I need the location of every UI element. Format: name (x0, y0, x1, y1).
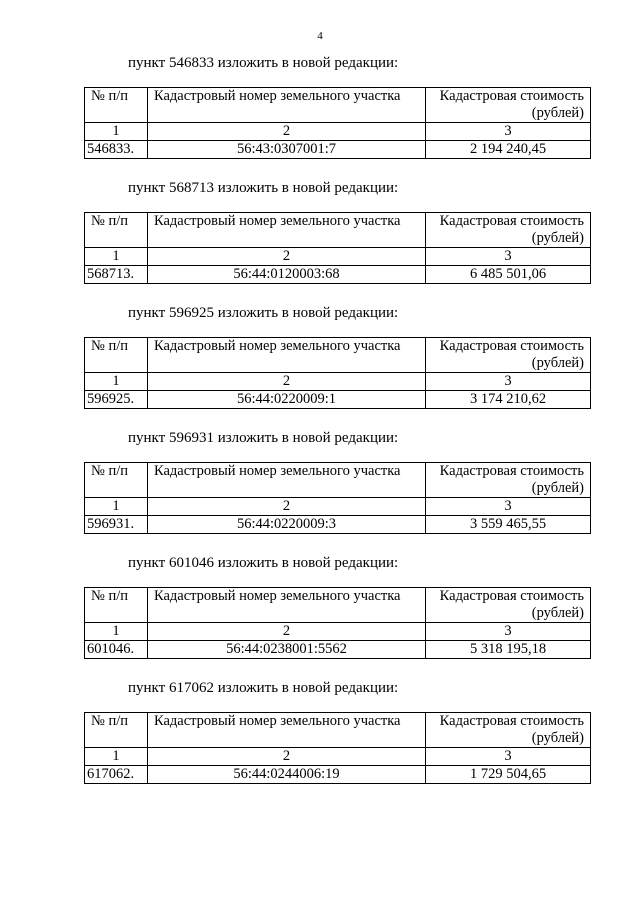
header-number: № п/п (85, 213, 148, 248)
column-number: 3 (426, 623, 591, 641)
amendment-heading: пункт 617062 изложить в новой редакции: (128, 680, 399, 696)
table-row (85, 766, 591, 784)
header-cadastral-cost: Кадастровая стоимость (рублей) (426, 713, 591, 748)
header-cadastral-number: Кадастровый номер земельного участка (148, 338, 426, 373)
column-number: 1 (85, 123, 148, 141)
header-cadastral-cost: Кадастровая стоимость (рублей) (426, 463, 591, 498)
column-number: 1 (85, 498, 148, 516)
column-number: 3 (426, 748, 591, 766)
column-number: 1 (85, 248, 148, 266)
header-number: № п/п (85, 338, 148, 373)
row-number: 617062. (85, 766, 148, 784)
page-number: 4 (317, 30, 323, 42)
column-number: 1 (85, 748, 148, 766)
header-number: № п/п (85, 463, 148, 498)
table-header-row (85, 338, 591, 373)
column-number: 3 (426, 248, 591, 266)
table-row (85, 516, 591, 534)
header-number: № п/п (85, 88, 148, 123)
cadastral-number: 56:44:0244006:19 (148, 766, 426, 784)
table-header-row (85, 213, 591, 248)
cadastral-number: 56:44:0120003:68 (148, 266, 426, 284)
row-number: 546833. (85, 141, 148, 159)
column-number: 3 (426, 123, 591, 141)
column-number: 1 (85, 623, 148, 641)
table-row (85, 391, 591, 409)
cadastral-number: 56:44:0220009:3 (148, 516, 426, 534)
cadastral-number: 56:44:0220009:1 (148, 391, 426, 409)
table-row (85, 141, 591, 159)
column-number-row (85, 248, 591, 266)
column-number: 3 (426, 498, 591, 516)
header-cadastral-number: Кадастровый номер земельного участка (148, 88, 426, 123)
cadastral-table (84, 337, 591, 409)
cadastral-table (84, 462, 591, 534)
column-number-row (85, 373, 591, 391)
cadastral-cost: 5 318 195,18 (426, 641, 591, 659)
column-number-row (85, 623, 591, 641)
table-row (85, 641, 591, 659)
cadastral-cost: 3 559 465,55 (426, 516, 591, 534)
column-number: 2 (148, 373, 426, 391)
column-number-row (85, 498, 591, 516)
table-header-row (85, 88, 591, 123)
header-cadastral-cost: Кадастровая стоимость (рублей) (426, 588, 591, 623)
cadastral-cost: 6 485 501,06 (426, 266, 591, 284)
column-number: 1 (85, 373, 148, 391)
cadastral-cost: 3 174 210,62 (426, 391, 591, 409)
column-number-row (85, 748, 591, 766)
header-cadastral-number: Кадастровый номер земельного участка (148, 213, 426, 248)
row-number: 596925. (85, 391, 148, 409)
amendment-heading: пункт 546833 изложить в новой редакции: (128, 55, 399, 71)
column-number: 2 (148, 498, 426, 516)
table-header-row (85, 588, 591, 623)
header-cadastral-number: Кадастровый номер земельного участка (148, 713, 426, 748)
column-number: 2 (148, 123, 426, 141)
cadastral-table (84, 87, 591, 159)
header-cadastral-number: Кадастровый номер земельного участка (148, 588, 426, 623)
header-cadastral-number: Кадастровый номер земельного участка (148, 463, 426, 498)
header-cadastral-cost: Кадастровая стоимость (рублей) (426, 213, 591, 248)
cadastral-number: 56:43:0307001:7 (148, 141, 426, 159)
cadastral-table (84, 712, 591, 784)
header-number: № п/п (85, 588, 148, 623)
header-number: № п/п (85, 713, 148, 748)
amendment-heading: пункт 601046 изложить в новой редакции: (128, 555, 399, 571)
header-cadastral-cost: Кадастровая стоимость (рублей) (426, 338, 591, 373)
column-number: 3 (426, 373, 591, 391)
cadastral-table (84, 212, 591, 284)
table-header-row (85, 713, 591, 748)
table-row (85, 266, 591, 284)
row-number: 601046. (85, 641, 148, 659)
cadastral-number: 56:44:0238001:5562 (148, 641, 426, 659)
row-number: 568713. (85, 266, 148, 284)
table-header-row (85, 463, 591, 498)
cadastral-cost: 1 729 504,65 (426, 766, 591, 784)
amendment-heading: пункт 596925 изложить в новой редакции: (128, 305, 399, 321)
cadastral-table (84, 587, 591, 659)
column-number: 2 (148, 248, 426, 266)
row-number: 596931. (85, 516, 148, 534)
column-number-row (85, 123, 591, 141)
cadastral-cost: 2 194 240,45 (426, 141, 591, 159)
column-number: 2 (148, 623, 426, 641)
column-number: 2 (148, 748, 426, 766)
header-cadastral-cost: Кадастровая стоимость (рублей) (426, 88, 591, 123)
amendment-heading: пункт 568713 изложить в новой редакции: (128, 180, 399, 196)
amendment-heading: пункт 596931 изложить в новой редакции: (128, 430, 399, 446)
